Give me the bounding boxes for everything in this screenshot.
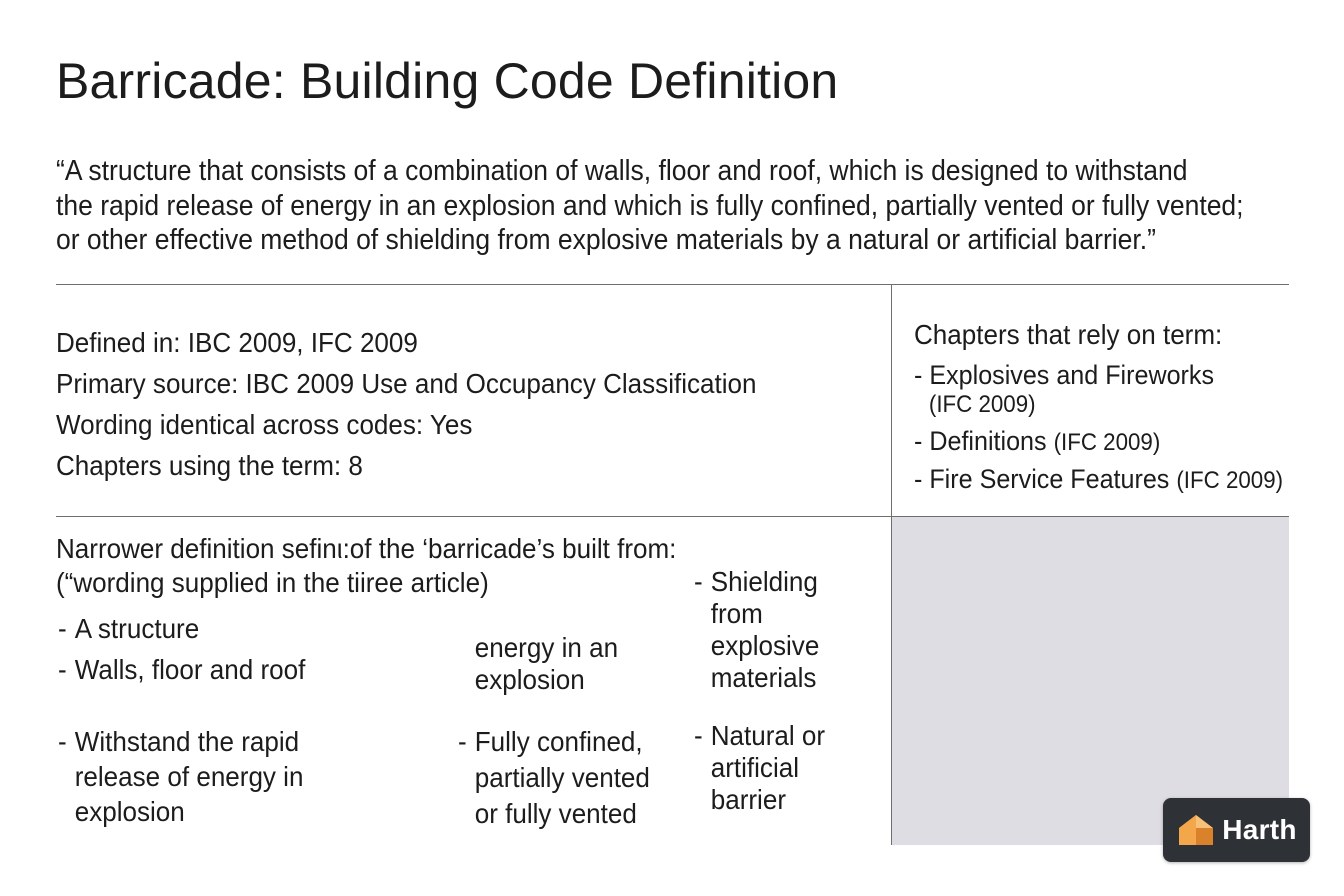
brand-logo xyxy=(1163,798,1310,862)
logo-text: Harth xyxy=(1222,814,1297,845)
chapter-name: Fire Service Features xyxy=(929,464,1170,494)
defined-in: Defined in: IBC 2009, IFC 2009 xyxy=(56,327,418,358)
primary-source: Primary source: IBC 2009 Use and Occupancy Classification xyxy=(56,368,757,399)
quote-line: “A structure that consists of a combination of walls, floor and roof, which is designed to withstand xyxy=(56,155,1188,187)
chapters-count: Chapters using the term: 8 xyxy=(56,450,363,481)
chapter-source: (IFC 2009) xyxy=(1053,429,1161,456)
page-title: Barricade: Building Code Definition xyxy=(56,53,839,109)
chapter-name: Definitions xyxy=(929,426,1047,456)
term-metadata xyxy=(56,322,756,486)
list-item xyxy=(458,632,618,696)
top-divider xyxy=(56,284,1289,285)
component-text: energy in an explosion xyxy=(474,632,619,695)
list-item: - A structure xyxy=(58,613,200,644)
chapter-source: (IFC 2009) xyxy=(928,391,1036,418)
quote-line: the rapid release of energy in an explosion and which is fully confined, partially vented or fully vented; xyxy=(56,189,1244,222)
quote-line: or other effective method of shielding from explosive materials by a natural or artificial barrier.” xyxy=(56,224,1156,256)
image-placeholder xyxy=(892,517,1289,845)
list-item: - Withstand the rapid release of energy in explosion xyxy=(58,726,304,827)
chapter-name: Explosives and Fireworks xyxy=(929,360,1215,390)
component-text: Natural or artificial barrier xyxy=(710,720,826,815)
list-item: - Natural or artificial barrier xyxy=(694,720,826,815)
chapters-panel xyxy=(914,318,1305,502)
list-item: - Walls, floor and roof xyxy=(58,654,306,685)
narrower-note: (“wording supplied in the tiiree article) xyxy=(56,567,489,598)
component-text: Walls, floor and roof xyxy=(74,654,306,685)
component-text: Shielding from explosive materials xyxy=(710,566,820,693)
component-text: Fully confined, partially vented or fully vented xyxy=(474,726,650,829)
component-text: A structure xyxy=(74,613,200,644)
chapters-heading: Chapters that rely on term: xyxy=(914,319,1223,350)
list-item: - Fire Service Features (IFC 2009) xyxy=(914,464,1284,494)
list-item: - Fully confined, partially vented or fully vented xyxy=(458,724,650,832)
narrower-heading: Narrower definition sefinι:of the ‘barricade’s built from: xyxy=(56,533,677,564)
definition-quote xyxy=(56,154,1244,258)
house-logo-icon xyxy=(1176,812,1216,848)
chapter-source: (IFC 2009) xyxy=(1176,467,1284,494)
chapters-list xyxy=(914,360,1305,496)
list-item: - Explosives and Fireworks (IFC 2009) xyxy=(914,360,1305,420)
wording-identical: Wording identical across codes: Yes xyxy=(56,409,473,440)
list-item: - Definitions (IFC 2009) xyxy=(914,426,1161,456)
list-item: - Shielding from explosive materials xyxy=(694,566,820,693)
component-text: Withstand the rapid release of energy in explosion xyxy=(74,726,304,827)
